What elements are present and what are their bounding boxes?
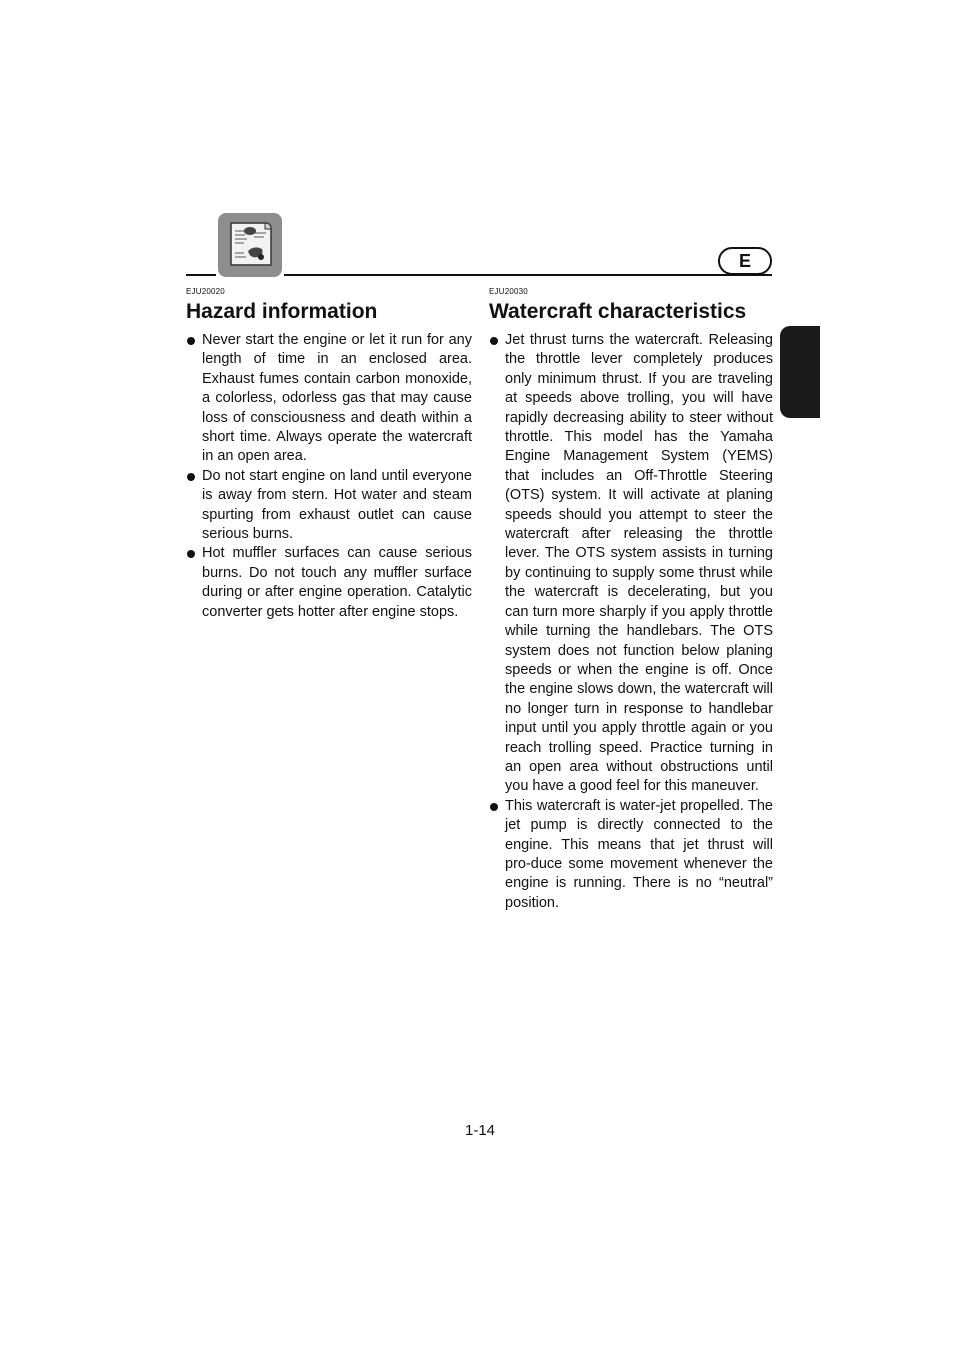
list-item: Jet thrust turns the watercraft. Releasing the throttle lever completely produces only minimum thrust. If you are traveling at speeds above trolling, you will have rapidly decreasing ability to steer without throttle. This model has the Yamaha Engine Management System (YEMS) that includes an Off-Throttle Steering (OTS) system. It will activate at planing speeds should you attempt to steer the watercraft after releasing the throttle lever. The OTS system assists in turning by continuing to supply some thrust while the watercraft is decelerating, but you can turn more sharply if you apply throttle while turning the handlebars. The OTS system does not function below planing speeds or when the engine is off. Once the engine slows down, the watercraft will no longer turn in response to handlebar input until you apply throttle again or you reach trolling speed. Practice turning in an open area without obstructions until you have a good feel for this maneuver.: [489, 331, 773, 797]
language-badge: E: [718, 247, 772, 275]
section-code: EJU20020: [186, 287, 225, 296]
header-rule-right: [284, 274, 772, 276]
list-item: Never start the engine or let it run for any length of time in an enclosed area. Exhaust fumes contain carbon monoxide, a colorless, odorless gas that may cause loss of consciousness and death within a short time. Always operate the watercraft in an open area.: [186, 331, 472, 467]
watercraft-section: [489, 287, 773, 913]
section-code: EJU20030: [489, 287, 528, 296]
section-title: Hazard information: [186, 300, 378, 323]
manual-book-icon: [218, 213, 282, 277]
page-number: 1-14: [464, 1122, 496, 1139]
bullet-list: [489, 331, 773, 913]
list-item: Do not start engine on land until everyone is away from stern. Hot water and steam spurting from exhaust outlet can cause serious burns.: [186, 467, 472, 545]
bullet-list: [186, 331, 472, 622]
header-rule-left: [186, 274, 216, 276]
list-item: Hot muffler surfaces can cause serious burns. Do not touch any muffler surface during or after engine operation. Catalytic converter gets hotter after engine stops.: [186, 544, 472, 622]
section-title: Watercraft characteristics: [489, 300, 747, 323]
chapter-tab: [780, 326, 820, 418]
hazard-section: [186, 287, 472, 622]
list-item: This watercraft is water-jet propelled. The jet pump is directly connected to the engine. This means that jet thrust will pro-duce some movement whenever the engine is running. There is no “neutral” position.: [489, 797, 773, 913]
